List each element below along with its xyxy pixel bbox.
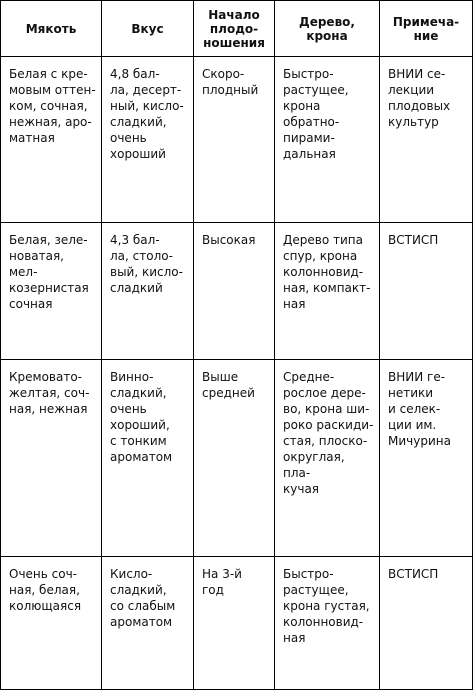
cell-fruiting-start: Высокая [194,223,275,360]
cell-note: ВСТИСП [380,557,473,690]
cell-fruiting-start: На 3-й год [194,557,275,690]
cell-flesh: Белая с кре- мовым оттен- ком, сочная, нежная, аро- матная [1,57,102,223]
table-row [1,557,473,690]
cell-note: ВСТИСП [380,223,473,360]
header-flesh [1,1,102,57]
cell-taste: 4,8 бал- ла, десерт- ный, кисло- сладкий, очень хороший [102,57,194,223]
cell-flesh: Очень соч- ная, белая, колющаяся [1,557,102,690]
header-label: Дерево, крона [299,14,355,43]
cell-tree-crown: Средне- рослое дере- во, крона ши- роко раскиди- стая, плоско- округлая, пла- кучая [275,360,380,557]
table-row [1,360,473,557]
header-label: Вкус [131,21,164,36]
cell-tree-crown: Быстро- растущее, крона густая, колонновид- ная [275,557,380,690]
cell-fruiting-start: Скоро- плодный [194,57,275,223]
cell-taste: Кисло- сладкий, со слабым ароматом [102,557,194,690]
header-label: Мякоть [25,21,77,36]
cell-tree-crown: Быстро- растущее, крона обратно- пирами- дальная [275,57,380,223]
cell-flesh: Кремовато- желтая, соч- ная, нежная [1,360,102,557]
header-fruiting-start [194,1,275,57]
table-header-row [1,1,473,57]
table-row [1,57,473,223]
header-tree-crown [275,1,380,57]
cell-note: ВНИИ се- лекции плодовых культур [380,57,473,223]
cell-taste: 4,3 бал- ла, столо- вый, кисло- сладкий [102,223,194,360]
cell-note: ВНИИ ге- нетики и селек- ции им. Мичурина [380,360,473,557]
cell-flesh: Белая, зеле- новатая, мел- козернистая сочная [1,223,102,360]
header-note [380,1,473,57]
header-label: Начало плодо- ношения [203,7,265,50]
header-label: Примеча- ние [392,14,460,43]
cell-taste: Винно- сладкий, очень хороший, с тонким ароматом [102,360,194,557]
cell-fruiting-start: Выше средней [194,360,275,557]
table-row [1,223,473,360]
header-taste [102,1,194,57]
cell-tree-crown: Дерево типа спур, крона колонновид- ная, компакт- ная [275,223,380,360]
